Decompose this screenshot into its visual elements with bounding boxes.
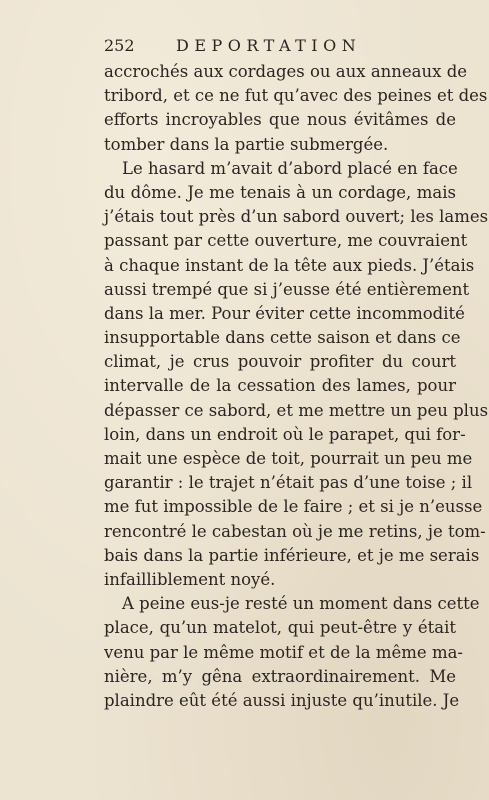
text-line: intervalle de la cessation des lames, pour (104, 376, 456, 396)
text-line: insupportable dans cette saison et dans ce (104, 328, 461, 348)
text-line: infailliblement noyé. (104, 569, 276, 589)
body-text (104, 60, 489, 713)
text-line: garantir : le trajet n’était pas d’une toise ; il (104, 473, 473, 493)
text-line: passant par cette ouverture, me couvraient (104, 231, 468, 251)
text-line: me fut impossible de le faire ; et si je n’eusse (104, 497, 483, 517)
text-line: plaindre eût été aussi injuste qu’inutile. Je (104, 690, 460, 710)
text-line: du dôme. Je me tenais à un cordage, mais (104, 182, 456, 202)
text-line: mait une espèce de toit, pourrait un peu me (104, 449, 473, 468)
text-line: accrochés aux cordages ou aux anneaux de (104, 62, 468, 81)
text-line: A peine eus-je resté un moment dans cette (122, 594, 480, 614)
text-line: dans la mer. Pour éviter cette incommodité (104, 303, 465, 323)
text-line: bais dans la partie inférieure, et je me serais (104, 545, 480, 565)
page-header (104, 34, 456, 58)
text-line: climat, je crus pouvoir profiter du court (104, 352, 456, 372)
text-line: à chaque instant de la tête aux pieds. J’étais (104, 255, 475, 275)
text-line: rencontré le cabestan où je me retins, je tom- (104, 521, 486, 541)
text-line: Le hasard m’avait d’abord placé en face (122, 158, 458, 178)
text-line: efforts incroyables que nous évitâmes de (104, 110, 456, 130)
text-line: aussi trempé que si j’eusse été entièrement (104, 279, 470, 299)
text-line: venu par le même motif et de la même ma- (104, 642, 464, 662)
text-line: j’étais tout près d’un sabord ouvert; les lames (104, 207, 489, 227)
page-number: 252 (104, 36, 135, 55)
text-line: tomber dans la partie submergée. (104, 134, 389, 154)
text-line: tribord, et ce ne fut qu’avec des peines et des (104, 86, 488, 106)
text-line: dépasser ce sabord, et me mettre un peu plus (104, 400, 489, 420)
text-line: loin, dans un endroit où le parapet, qui for- (104, 424, 466, 444)
text-line: place, qu’un matelot, qui peut-être y était (104, 618, 456, 638)
running-head: DEPORTATION (176, 36, 362, 55)
text-line: nière, m’y gêna extraordinairement. Me (104, 666, 456, 686)
